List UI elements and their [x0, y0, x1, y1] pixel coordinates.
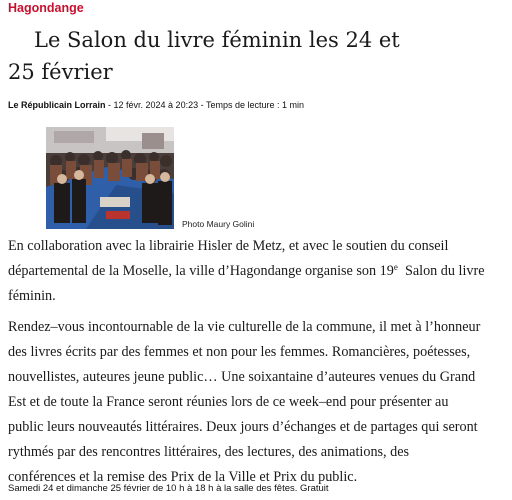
title-line-1: Le Salon du livre féminin les 24 et: [34, 28, 400, 52]
paragraph-2: [8, 315, 480, 490]
event-info-footer: Samedi 24 et dimanche 25 février de 10 h à 18 h à la salle des fêtes. Gratuit: [8, 483, 329, 494]
paragraph-line: conférences et la remise des Prix de la Ville et Prix du public.: [8, 469, 358, 485]
byline: [8, 100, 304, 110]
byline-separator: -: [198, 100, 206, 110]
paragraph-line: féminin.: [8, 288, 56, 304]
byline-reading-time: Temps de lecture : 1 min: [205, 100, 304, 110]
section-kicker[interactable]: Hagondange: [8, 1, 84, 15]
paragraph-line: rythmés par des rencontres littéraires, des lectures, des animations, des: [8, 444, 410, 460]
byline-date: 12 févr. 2024 à 20:23: [113, 100, 199, 110]
paragraph-line: [8, 259, 485, 284]
article-photo[interactable]: [46, 127, 174, 229]
paragraph-line: public leurs nouveautés littéraires. Deux jours d’échanges et de partages qui seront: [8, 419, 478, 435]
byline-separator: -: [105, 100, 114, 110]
byline-source[interactable]: Le Républicain Lorrain: [8, 100, 106, 110]
paragraph-line: nouvellistes, auteures jeune public… Une soixantaine d’auteures venues du Grand: [8, 369, 476, 385]
paragraph-text: départemental de la Moselle, la ville d’Hagondange organise son 19: [8, 263, 394, 279]
photo-crowd-illustration: [46, 127, 174, 229]
paragraph-1: [8, 234, 485, 309]
title-line-2: 25 février: [8, 60, 113, 84]
paragraph-line: Rendez–vous incontournable de la vie culturelle de la commune, il met à l’honneur: [8, 319, 481, 335]
article-title: [8, 24, 498, 88]
paragraph-line: des livres écrits par des femmes et non pour les femmes. Romancières, poétesses,: [8, 344, 471, 360]
paragraph-text: Salon du livre: [397, 263, 485, 279]
photo-caption: Photo Maury Golini: [182, 219, 255, 229]
paragraph-line: Est et de toute la France seront réunies lors de ce week–end pour présenter au: [8, 394, 449, 410]
ordinal-superscript: e: [393, 262, 398, 272]
paragraph-line: En collaboration avec la librairie Hisler de Metz, et avec le soutien du conseil: [8, 238, 449, 254]
